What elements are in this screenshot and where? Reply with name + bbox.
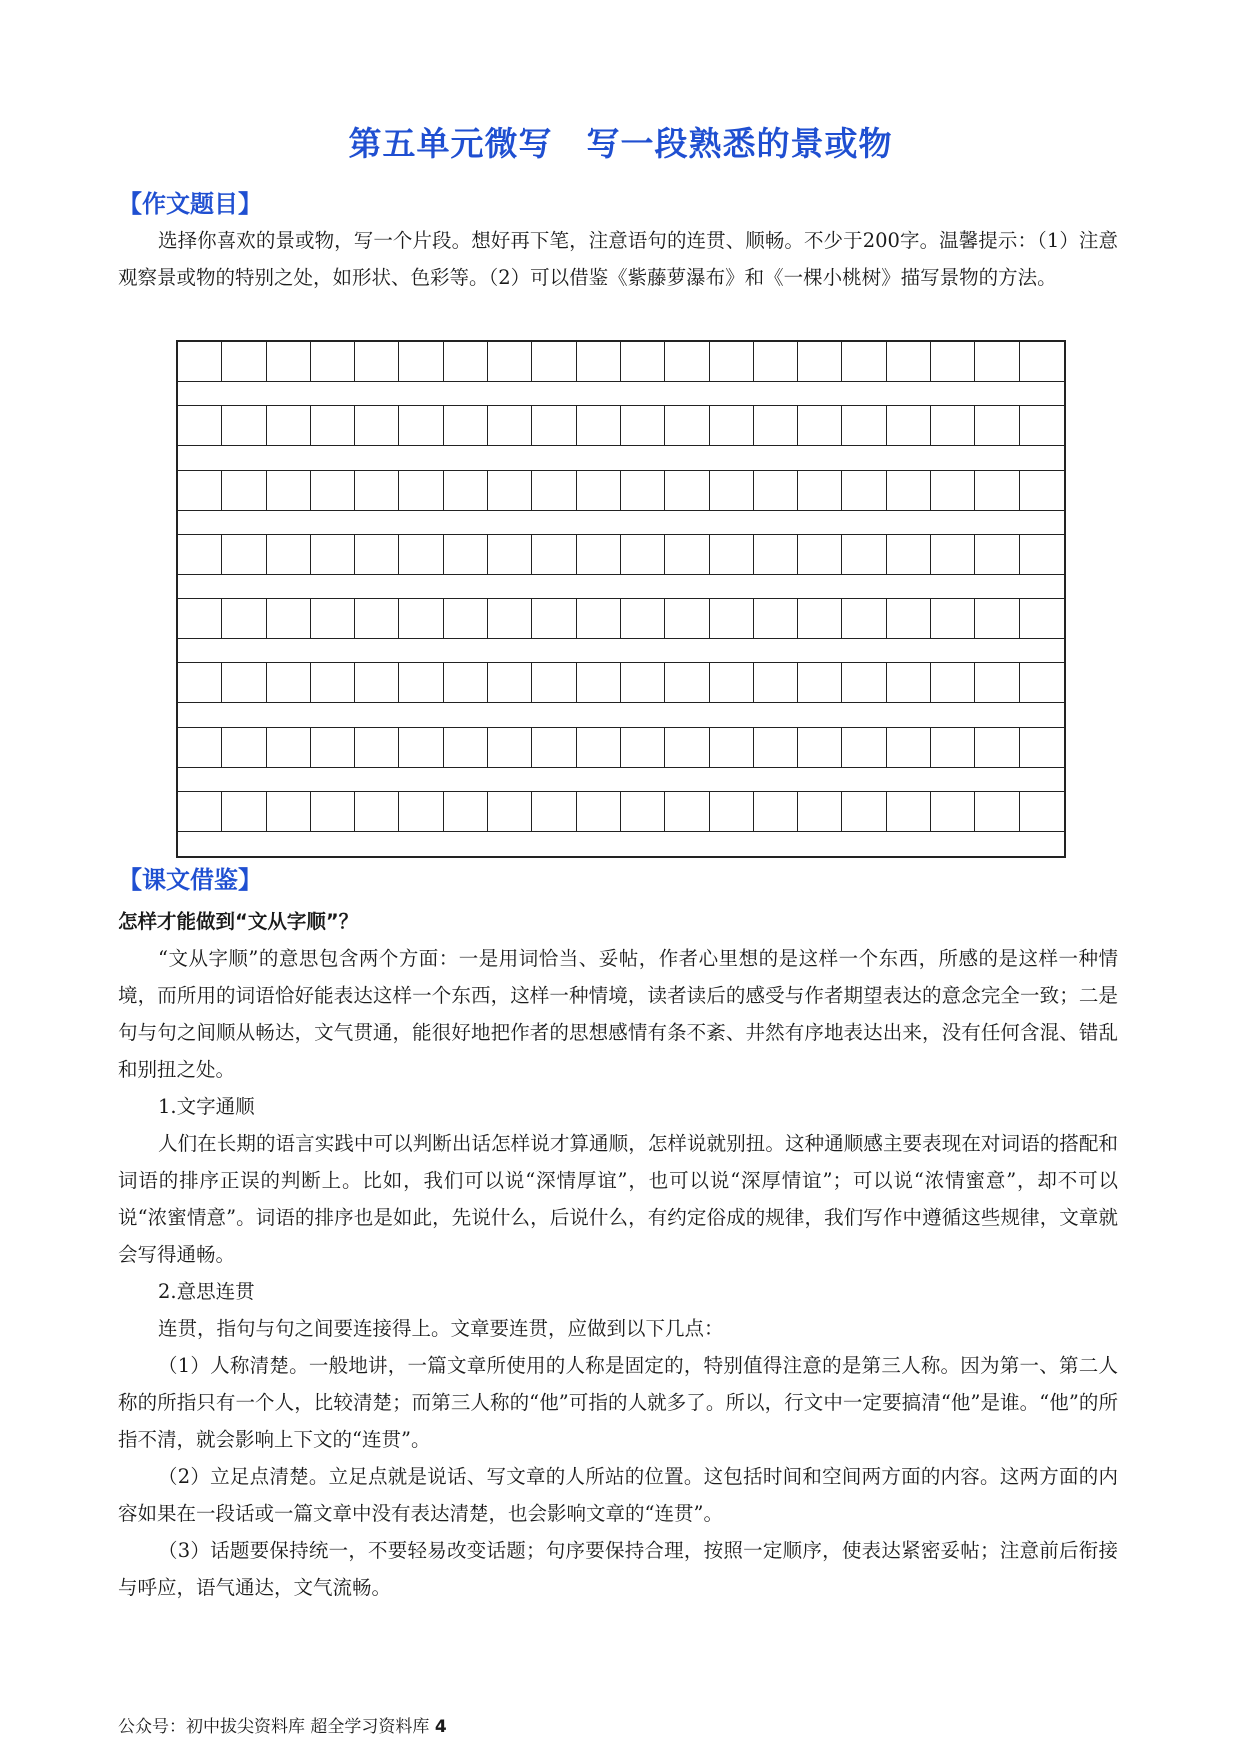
grid-cell[interactable] [1020, 599, 1064, 638]
grid-cell[interactable] [710, 471, 754, 510]
grid-row[interactable] [178, 535, 1064, 575]
grid-cell[interactable] [621, 535, 665, 574]
grid-cell[interactable] [532, 471, 576, 510]
grid-cell[interactable] [222, 535, 266, 574]
grid-cell[interactable] [665, 471, 709, 510]
grid-cell[interactable] [931, 728, 975, 767]
grid-cell[interactable] [400, 663, 444, 702]
grid-cell[interactable] [444, 792, 488, 831]
grid-spacer [178, 575, 1064, 599]
grid-cell[interactable] [887, 471, 931, 510]
grid-cell[interactable] [178, 599, 222, 638]
section-heading-essay-topic: 【作文题目】 [118, 190, 262, 218]
grid-row[interactable] [178, 792, 1064, 832]
grid-cell[interactable] [222, 342, 266, 381]
grid-cell[interactable] [267, 792, 311, 831]
grid-cell[interactable] [887, 406, 931, 445]
grid-cell[interactable] [355, 663, 399, 702]
grid-cell[interactable] [621, 663, 665, 702]
grid-cell[interactable] [665, 406, 709, 445]
grid-cell[interactable] [267, 471, 311, 510]
grid-cell[interactable] [710, 728, 754, 767]
grid-cell[interactable] [488, 406, 532, 445]
grid-cell[interactable] [887, 342, 931, 381]
grid-cell[interactable] [710, 342, 754, 381]
page-title: 第五单元微写 写一段熟悉的景或物 [348, 124, 893, 163]
grid-cell[interactable] [975, 535, 1019, 574]
grid-cell[interactable] [798, 535, 842, 574]
grid-cell[interactable] [355, 342, 399, 381]
grid-cell[interactable] [577, 792, 621, 831]
grid-cell[interactable] [355, 728, 399, 767]
grid-cell[interactable] [400, 471, 444, 510]
grid-cell[interactable] [975, 792, 1019, 831]
grid-row[interactable] [178, 599, 1064, 639]
grid-cell[interactable] [798, 728, 842, 767]
grid-cell[interactable] [355, 599, 399, 638]
grid-cell[interactable] [400, 406, 444, 445]
grid-row[interactable] [178, 342, 1064, 382]
grid-cell[interactable] [577, 471, 621, 510]
intro-paragraph: “文从字顺”的意思包含两个方面：一是用词恰当、妥帖，作者心里想的是这样一个东西，所感的是这样一种情境，而所用的词语恰好能表达这样一个东西，这样一种情境，读者读后的感受与作者期望表达的意念完全一致；二是句与句之间顺从畅达，文气贯通，能很好地把作者的思想感情有条不紊、井然有序地表达出来，没有任何含混、错乱和别扭之处。 [118, 947, 1118, 1081]
grid-cell[interactable] [798, 406, 842, 445]
grid-cell[interactable] [222, 406, 266, 445]
grid-cell[interactable] [754, 406, 798, 445]
grid-cell[interactable] [754, 342, 798, 381]
grid-spacer [178, 511, 1064, 535]
grid-cell[interactable] [843, 406, 887, 445]
grid-cell[interactable] [222, 599, 266, 638]
grid-spacer [178, 639, 1064, 663]
grid-cell[interactable] [488, 792, 532, 831]
grid-cell[interactable] [532, 342, 576, 381]
grid-cell[interactable] [843, 728, 887, 767]
grid-cell[interactable] [710, 406, 754, 445]
grid-cell[interactable] [931, 342, 975, 381]
grid-cell[interactable] [178, 728, 222, 767]
grid-cell[interactable] [798, 663, 842, 702]
grid-cell[interactable] [488, 728, 532, 767]
grid-cell[interactable] [931, 663, 975, 702]
grid-cell[interactable] [1020, 471, 1064, 510]
grid-cell[interactable] [178, 792, 222, 831]
sub-point-1: （1）人称清楚。一般地讲，一篇文章所使用的人称是固定的，特别值得注意的是第三人称。因为第一、第二人称的所指只有一个人，比较清楚；而第三人称的“他”可指的人就多了。所以，行文中一定要搞清“他”是谁。“他”的所指不清，就会影响上下文的“连贯”。 [118, 1354, 1118, 1451]
grid-spacer [178, 446, 1064, 470]
grid-cell[interactable] [311, 728, 355, 767]
grid-cell[interactable] [178, 406, 222, 445]
grid-cell[interactable] [577, 406, 621, 445]
grid-cell[interactable] [1020, 535, 1064, 574]
grid-cell[interactable] [311, 663, 355, 702]
grid-cell[interactable] [975, 342, 1019, 381]
grid-cell[interactable] [577, 599, 621, 638]
sub-point-3: （3）话题要保持统一，不要轻易改变话题；句序要保持合理，按照一定顺序，使表达紧密妥帖；注意前后衔接与呼应，语气通达，文气流畅。 [118, 1539, 1118, 1599]
essay-prompt: 选择你喜欢的景或物，写一个片段。想好再下笔，注意语句的连贯、顺畅。不少于200字。温馨提示：（1）注意观察景或物的特别之处，如形状、色彩等。（2）可以借鉴《紫藤萝瀑布》和《一棵小桃树》描写景物的方法。 [118, 229, 1118, 289]
grid-cell[interactable] [621, 342, 665, 381]
grid-cell[interactable] [267, 728, 311, 767]
grid-row[interactable] [178, 406, 1064, 446]
grid-cell[interactable] [267, 599, 311, 638]
grid-cell[interactable] [311, 471, 355, 510]
grid-cell[interactable] [355, 535, 399, 574]
grid-cell[interactable] [710, 599, 754, 638]
writing-grid[interactable] [176, 340, 1066, 858]
grid-cell[interactable] [222, 792, 266, 831]
grid-cell[interactable] [887, 792, 931, 831]
grid-cell[interactable] [532, 792, 576, 831]
grid-cell[interactable] [311, 342, 355, 381]
grid-cell[interactable] [1020, 728, 1064, 767]
grid-cell[interactable] [798, 342, 842, 381]
grid-cell[interactable] [1020, 406, 1064, 445]
grid-spacer [178, 703, 1064, 727]
grid-row[interactable] [178, 728, 1064, 768]
grid-cell[interactable] [843, 663, 887, 702]
grid-cell[interactable] [178, 663, 222, 702]
grid-cell[interactable] [665, 599, 709, 638]
grid-cell[interactable] [665, 535, 709, 574]
grid-cell[interactable] [222, 663, 266, 702]
grid-cell[interactable] [444, 471, 488, 510]
grid-cell[interactable] [488, 599, 532, 638]
grid-cell[interactable] [843, 792, 887, 831]
grid-cell[interactable] [754, 599, 798, 638]
grid-cell[interactable] [532, 728, 576, 767]
grid-cell[interactable] [621, 599, 665, 638]
grid-cell[interactable] [621, 471, 665, 510]
footer-text: 公众号：初中拔尖资料库 超全学习资料库 [118, 1717, 430, 1737]
grid-cell[interactable] [400, 728, 444, 767]
grid-cell[interactable] [665, 728, 709, 767]
grid-cell[interactable] [267, 406, 311, 445]
grid-cell[interactable] [488, 535, 532, 574]
grid-cell[interactable] [267, 663, 311, 702]
grid-cell[interactable] [577, 728, 621, 767]
point1-paragraph: 人们在长期的语言实践中可以判断出话怎样说才算通顺，怎样说就别扭。这种通顺感主要表现在对词语的搭配和词语的排序正误的判断上。比如，我们可以说“深情厚谊”，也可以说“深厚情谊”；可以说“浓情蜜意”，却不可以说“浓蜜情意”。词语的排序也是如此，先说什么，后说什么，有约定俗成的规律，我们写作中遵循这些规律，文章就会写得通畅。 [118, 1132, 1118, 1266]
grid-cell[interactable] [311, 599, 355, 638]
grid-cell[interactable] [400, 342, 444, 381]
grid-cell[interactable] [621, 792, 665, 831]
grid-cell[interactable] [931, 599, 975, 638]
grid-cell[interactable] [931, 406, 975, 445]
grid-cell[interactable] [532, 535, 576, 574]
grid-cell[interactable] [710, 535, 754, 574]
page-number: 4 [434, 1717, 447, 1737]
grid-cell[interactable] [887, 599, 931, 638]
grid-cell[interactable] [532, 599, 576, 638]
grid-cell[interactable] [754, 471, 798, 510]
grid-cell[interactable] [444, 406, 488, 445]
grid-cell[interactable] [975, 599, 1019, 638]
point2-title: 2.意思连贯 [158, 1280, 255, 1303]
grid-cell[interactable] [887, 663, 931, 702]
grid-cell[interactable] [754, 728, 798, 767]
grid-cell[interactable] [1020, 342, 1064, 381]
grid-cell[interactable] [444, 599, 488, 638]
grid-cell[interactable] [665, 792, 709, 831]
grid-cell[interactable] [222, 728, 266, 767]
grid-cell[interactable] [931, 792, 975, 831]
grid-cell[interactable] [178, 535, 222, 574]
grid-cell[interactable] [798, 471, 842, 510]
grid-cell[interactable] [843, 535, 887, 574]
footer [118, 1712, 447, 1737]
grid-cell[interactable] [754, 792, 798, 831]
grid-cell[interactable] [887, 728, 931, 767]
grid-cell[interactable] [267, 535, 311, 574]
point2-paragraph: 连贯，指句与句之间要连接得上。文章要连贯，应做到以下几点： [158, 1317, 724, 1340]
grid-cell[interactable] [975, 728, 1019, 767]
grid-cell[interactable] [843, 471, 887, 510]
grid-cell[interactable] [311, 406, 355, 445]
section-heading-text-reference: 【课文借鉴】 [118, 866, 262, 894]
grid-cell[interactable] [400, 535, 444, 574]
grid-cell[interactable] [444, 342, 488, 381]
grid-cell[interactable] [621, 728, 665, 767]
grid-cell[interactable] [1020, 663, 1064, 702]
grid-cell[interactable] [577, 663, 621, 702]
grid-cell[interactable] [710, 792, 754, 831]
grid-row[interactable] [178, 663, 1064, 703]
grid-cell[interactable] [311, 535, 355, 574]
grid-cell[interactable] [532, 663, 576, 702]
grid-cell[interactable] [444, 535, 488, 574]
grid-spacer [178, 382, 1064, 406]
grid-cell[interactable] [444, 663, 488, 702]
point1-title: 1.文字通顺 [158, 1095, 255, 1118]
grid-cell[interactable] [222, 471, 266, 510]
grid-cell[interactable] [178, 471, 222, 510]
grid-cell[interactable] [311, 792, 355, 831]
grid-row[interactable] [178, 471, 1064, 511]
grid-cell[interactable] [710, 663, 754, 702]
grid-cell[interactable] [975, 663, 1019, 702]
grid-cell[interactable] [975, 406, 1019, 445]
grid-cell[interactable] [975, 471, 1019, 510]
grid-cell[interactable] [577, 535, 621, 574]
grid-cell[interactable] [400, 792, 444, 831]
grid-cell[interactable] [355, 406, 399, 445]
grid-cell[interactable] [577, 342, 621, 381]
grid-cell[interactable] [178, 342, 222, 381]
grid-cell[interactable] [887, 535, 931, 574]
grid-cell[interactable] [843, 342, 887, 381]
grid-cell[interactable] [267, 342, 311, 381]
grid-cell[interactable] [754, 535, 798, 574]
grid-cell[interactable] [444, 728, 488, 767]
question-heading: 怎样才能做到“文从字顺”？ [118, 910, 359, 933]
sub-point-2: （2）立足点清楚。立足点就是说话、写文章的人所站的位置。这包括时间和空间两方面的内容。这两方面的内容如果在一段话或一篇文章中没有表达清楚，也会影响文章的“连贯”。 [118, 1465, 1118, 1525]
grid-cell[interactable] [665, 663, 709, 702]
grid-cell[interactable] [488, 342, 532, 381]
grid-cell[interactable] [355, 471, 399, 510]
grid-spacer [178, 768, 1064, 792]
grid-cell[interactable] [1020, 792, 1064, 831]
grid-cell[interactable] [665, 342, 709, 381]
grid-cell[interactable] [532, 406, 576, 445]
grid-cell[interactable] [621, 406, 665, 445]
grid-cell[interactable] [798, 792, 842, 831]
grid-cell[interactable] [355, 792, 399, 831]
grid-cell[interactable] [843, 599, 887, 638]
grid-cell[interactable] [488, 663, 532, 702]
grid-cell[interactable] [931, 535, 975, 574]
grid-cell[interactable] [754, 663, 798, 702]
grid-cell[interactable] [798, 599, 842, 638]
grid-cell[interactable] [400, 599, 444, 638]
grid-cell[interactable] [488, 471, 532, 510]
grid-cell[interactable] [931, 471, 975, 510]
